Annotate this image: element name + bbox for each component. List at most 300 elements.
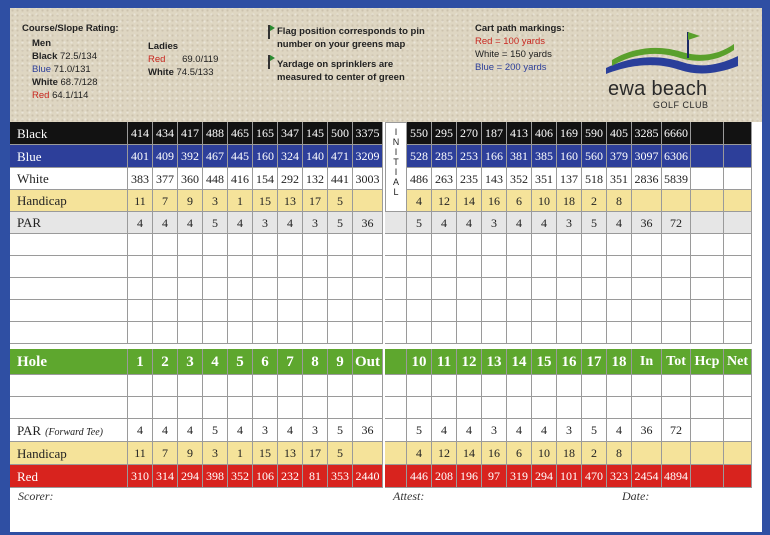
handicap-cell bbox=[353, 190, 383, 212]
par-forward-cell: 5 bbox=[203, 419, 228, 442]
par-forward-cell: 4 bbox=[228, 419, 253, 442]
blue-cell: 560 bbox=[582, 145, 607, 168]
score-cell bbox=[407, 300, 432, 322]
score-cell bbox=[278, 397, 303, 419]
score-cell bbox=[128, 256, 153, 278]
score-cell bbox=[278, 278, 303, 300]
score-row-label bbox=[10, 278, 128, 300]
score-cell bbox=[407, 397, 432, 419]
blue-cell: 467 bbox=[203, 145, 228, 168]
score-cell bbox=[278, 300, 303, 322]
blue-cell: 140 bbox=[303, 145, 328, 168]
score-cell bbox=[407, 278, 432, 300]
score-cell bbox=[128, 322, 153, 344]
par-cell: 36 bbox=[632, 212, 662, 234]
hole-cell: 6 bbox=[253, 349, 278, 375]
score-cell bbox=[482, 375, 507, 397]
par-forward-cell: 4 bbox=[153, 419, 178, 442]
handicap2-cell: 12 bbox=[432, 442, 457, 465]
score-cell bbox=[432, 375, 457, 397]
score-cell bbox=[662, 322, 691, 344]
score-cell bbox=[353, 375, 383, 397]
par-forward-cell bbox=[724, 419, 752, 442]
score-cell bbox=[407, 256, 432, 278]
score-cell bbox=[632, 300, 662, 322]
score-cell bbox=[607, 256, 632, 278]
white-cell: 351 bbox=[532, 168, 557, 190]
note-sprinkler-line2: measured to center of green bbox=[277, 72, 405, 83]
white-cell: 292 bbox=[278, 168, 303, 190]
golf-club-logo bbox=[602, 22, 742, 78]
white-cell: 263 bbox=[432, 168, 457, 190]
blue-cell: 3097 bbox=[632, 145, 662, 168]
red-cell: 352 bbox=[228, 465, 253, 488]
par-cell: 3 bbox=[253, 212, 278, 234]
blue-cell bbox=[691, 145, 724, 168]
score-cell bbox=[582, 375, 607, 397]
hole-cell: 8 bbox=[303, 349, 328, 375]
score-cell bbox=[153, 278, 178, 300]
score-cell bbox=[557, 375, 582, 397]
black-cell bbox=[691, 122, 724, 145]
score-cell bbox=[353, 234, 383, 256]
score-cell bbox=[724, 278, 752, 300]
white-cell bbox=[691, 168, 724, 190]
score-cell bbox=[253, 256, 278, 278]
score-cell bbox=[582, 397, 607, 419]
par-cell: 4 bbox=[153, 212, 178, 234]
score-cell bbox=[507, 278, 532, 300]
score-row-label bbox=[10, 300, 128, 322]
logo-name: ewa beach bbox=[608, 78, 708, 100]
handicap-cell: 7 bbox=[153, 190, 178, 212]
score-cell bbox=[203, 256, 228, 278]
black-row-label: Black bbox=[10, 122, 128, 145]
score-cell bbox=[178, 397, 203, 419]
par-forward-cell: 5 bbox=[328, 419, 353, 442]
score-cell bbox=[724, 375, 752, 397]
score-cell bbox=[724, 300, 752, 322]
score-cell bbox=[353, 397, 383, 419]
par-forward-cell bbox=[691, 419, 724, 442]
hole-cell: 9 bbox=[328, 349, 353, 375]
handicap-cell: 6 bbox=[507, 190, 532, 212]
note-sprinkler-line1: Yardage on sprinklers are bbox=[277, 59, 394, 70]
score-cell bbox=[632, 375, 662, 397]
score-cell bbox=[662, 300, 691, 322]
par-cell: 4 bbox=[457, 212, 482, 234]
red-cell: 319 bbox=[507, 465, 532, 488]
par-forward-cell: 4 bbox=[432, 419, 457, 442]
black-cell: 145 bbox=[303, 122, 328, 145]
score-cell bbox=[328, 278, 353, 300]
blue-cell: 445 bbox=[228, 145, 253, 168]
par-forward-cell: 3 bbox=[253, 419, 278, 442]
score-cell bbox=[203, 322, 228, 344]
hole-cell: Tot bbox=[662, 349, 691, 375]
handicap-cell: 4 bbox=[407, 190, 432, 212]
par-cell bbox=[691, 212, 724, 234]
white-cell: 360 bbox=[178, 168, 203, 190]
section-gap bbox=[10, 344, 762, 349]
par-cell: 3 bbox=[482, 212, 507, 234]
score-cell bbox=[178, 300, 203, 322]
score-cell bbox=[303, 278, 328, 300]
score-cell bbox=[532, 278, 557, 300]
score-cell bbox=[557, 397, 582, 419]
hole-cell: 2 bbox=[153, 349, 178, 375]
score-cell bbox=[353, 322, 383, 344]
score-cell bbox=[432, 278, 457, 300]
score-cell bbox=[432, 234, 457, 256]
par-forward-cell: 3 bbox=[303, 419, 328, 442]
attest-label: Attest: bbox=[393, 489, 425, 503]
red-cell: 398 bbox=[203, 465, 228, 488]
split-cell bbox=[385, 397, 407, 419]
handicap-cell: 1 bbox=[228, 190, 253, 212]
hole-cell: 11 bbox=[432, 349, 457, 375]
black-cell: 434 bbox=[153, 122, 178, 145]
score-cell bbox=[328, 234, 353, 256]
hole-cell: 12 bbox=[457, 349, 482, 375]
hole-cell: In bbox=[632, 349, 662, 375]
white-cell: 5839 bbox=[662, 168, 691, 190]
handicap2-cell bbox=[632, 442, 662, 465]
red-cell bbox=[724, 465, 752, 488]
handicap2-cell: 2 bbox=[582, 442, 607, 465]
hole-cell: 5 bbox=[228, 349, 253, 375]
handicap2-cell bbox=[353, 442, 383, 465]
handicap2-row-label: Handicap bbox=[10, 442, 128, 465]
red-cell: 470 bbox=[582, 465, 607, 488]
score-cell bbox=[128, 397, 153, 419]
black-cell bbox=[724, 122, 752, 145]
blue-cell: 3209 bbox=[353, 145, 383, 168]
black-cell: 187 bbox=[482, 122, 507, 145]
par-cell: 36 bbox=[353, 212, 383, 234]
split-cell bbox=[385, 349, 407, 375]
score-cell bbox=[303, 397, 328, 419]
blue-cell: 6306 bbox=[662, 145, 691, 168]
score-cell bbox=[303, 234, 328, 256]
black-cell: 405 bbox=[607, 122, 632, 145]
score-cell bbox=[691, 278, 724, 300]
black-cell: 590 bbox=[582, 122, 607, 145]
handicap2-cell: 17 bbox=[303, 442, 328, 465]
hole-cell: 7 bbox=[278, 349, 303, 375]
score-cell bbox=[457, 278, 482, 300]
cart-white: White = 150 yards bbox=[475, 49, 552, 60]
score-cell bbox=[457, 322, 482, 344]
score-cell bbox=[407, 234, 432, 256]
blue-cell: 285 bbox=[432, 145, 457, 168]
par-cell: 5 bbox=[328, 212, 353, 234]
blue-cell: 381 bbox=[507, 145, 532, 168]
split-cell bbox=[385, 278, 407, 300]
score-cell bbox=[632, 322, 662, 344]
score-cell bbox=[228, 322, 253, 344]
split-cell bbox=[385, 322, 407, 344]
hole-cell: 13 bbox=[482, 349, 507, 375]
black-cell: 169 bbox=[557, 122, 582, 145]
score-cell bbox=[507, 256, 532, 278]
white-cell: 143 bbox=[482, 168, 507, 190]
red-cell: 81 bbox=[303, 465, 328, 488]
hole-cell: 18 bbox=[607, 349, 632, 375]
white-cell: 3003 bbox=[353, 168, 383, 190]
white-cell: 132 bbox=[303, 168, 328, 190]
score-cell bbox=[457, 234, 482, 256]
score-row-label bbox=[10, 322, 128, 344]
red-row-label: Red bbox=[10, 465, 128, 488]
par-cell: 3 bbox=[557, 212, 582, 234]
score-cell bbox=[532, 322, 557, 344]
black-cell: 413 bbox=[507, 122, 532, 145]
handicap2-cell: 15 bbox=[253, 442, 278, 465]
par-cell: 3 bbox=[303, 212, 328, 234]
score-cell bbox=[691, 397, 724, 419]
hole-cell: 4 bbox=[203, 349, 228, 375]
score-cell bbox=[507, 234, 532, 256]
score-cell bbox=[303, 256, 328, 278]
score-cell bbox=[691, 375, 724, 397]
score-cell bbox=[407, 322, 432, 344]
score-cell bbox=[507, 322, 532, 344]
score-cell bbox=[607, 322, 632, 344]
white-cell: 518 bbox=[582, 168, 607, 190]
red-cell: 101 bbox=[557, 465, 582, 488]
score-cell bbox=[278, 234, 303, 256]
black-cell: 295 bbox=[432, 122, 457, 145]
red-cell: 353 bbox=[328, 465, 353, 488]
score-cell bbox=[432, 256, 457, 278]
par-cell: 4 bbox=[432, 212, 457, 234]
split-cell bbox=[385, 234, 407, 256]
score-cell bbox=[607, 375, 632, 397]
score-cell bbox=[507, 397, 532, 419]
score-cell bbox=[662, 278, 691, 300]
par-cell: 5 bbox=[582, 212, 607, 234]
red-cell: 208 bbox=[432, 465, 457, 488]
red-cell: 106 bbox=[253, 465, 278, 488]
men-rating-white: White 68.7/128 bbox=[32, 77, 98, 88]
score-cell bbox=[303, 322, 328, 344]
score-cell bbox=[632, 278, 662, 300]
score-cell bbox=[178, 256, 203, 278]
white-cell: 377 bbox=[153, 168, 178, 190]
blue-cell: 409 bbox=[153, 145, 178, 168]
red-cell: 310 bbox=[128, 465, 153, 488]
flag-icon bbox=[268, 25, 270, 39]
handicap-cell: 11 bbox=[128, 190, 153, 212]
score-cell bbox=[432, 300, 457, 322]
blue-cell: 528 bbox=[407, 145, 432, 168]
par-forward-cell: 4 bbox=[507, 419, 532, 442]
white-row-label: White bbox=[10, 168, 128, 190]
black-cell: 550 bbox=[407, 122, 432, 145]
par-forward-row-label: PAR (Forward Tee) bbox=[10, 419, 128, 442]
score-cell bbox=[507, 375, 532, 397]
score-row-label bbox=[10, 234, 128, 256]
score-cell bbox=[128, 300, 153, 322]
black-cell: 270 bbox=[457, 122, 482, 145]
red-cell: 2454 bbox=[632, 465, 662, 488]
white-cell: 383 bbox=[128, 168, 153, 190]
par-forward-cell: 4 bbox=[278, 419, 303, 442]
black-cell: 500 bbox=[328, 122, 353, 145]
score-cell bbox=[482, 256, 507, 278]
score-cell bbox=[691, 300, 724, 322]
hole-cell: 3 bbox=[178, 349, 203, 375]
handicap-cell bbox=[691, 190, 724, 212]
score-cell bbox=[632, 234, 662, 256]
score-cell bbox=[457, 256, 482, 278]
score-cell bbox=[432, 397, 457, 419]
handicap-cell: 12 bbox=[432, 190, 457, 212]
split-cell bbox=[385, 300, 407, 322]
score-cell bbox=[582, 300, 607, 322]
par-forward-cell: 3 bbox=[557, 419, 582, 442]
white-cell: 2836 bbox=[632, 168, 662, 190]
par-forward-cell: 4 bbox=[607, 419, 632, 442]
score-cell bbox=[457, 375, 482, 397]
red-cell: 232 bbox=[278, 465, 303, 488]
par-cell: 4 bbox=[278, 212, 303, 234]
men-label: Men bbox=[32, 38, 51, 49]
black-cell: 406 bbox=[532, 122, 557, 145]
score-cell bbox=[557, 278, 582, 300]
score-cell bbox=[691, 234, 724, 256]
score-cell bbox=[278, 322, 303, 344]
score-cell bbox=[153, 234, 178, 256]
score-cell bbox=[228, 278, 253, 300]
score-cell bbox=[662, 397, 691, 419]
par-forward-cell: 3 bbox=[482, 419, 507, 442]
initial-box: I N I T I A L bbox=[385, 122, 407, 212]
handicap2-cell: 6 bbox=[507, 442, 532, 465]
blue-cell: 471 bbox=[328, 145, 353, 168]
score-cell bbox=[278, 375, 303, 397]
score-cell bbox=[457, 397, 482, 419]
blue-row-label: Blue bbox=[10, 145, 128, 168]
split-cell bbox=[385, 212, 407, 234]
score-cell bbox=[532, 256, 557, 278]
par-cell: 4 bbox=[607, 212, 632, 234]
score-cell bbox=[253, 278, 278, 300]
handicap-cell: 8 bbox=[607, 190, 632, 212]
blue-cell: 379 bbox=[607, 145, 632, 168]
score-cell bbox=[203, 278, 228, 300]
score-cell bbox=[482, 300, 507, 322]
score-cell bbox=[253, 322, 278, 344]
par-cell: 4 bbox=[532, 212, 557, 234]
white-cell: 351 bbox=[607, 168, 632, 190]
blue-cell: 166 bbox=[482, 145, 507, 168]
red-cell: 294 bbox=[178, 465, 203, 488]
score-cell bbox=[532, 397, 557, 419]
cart-title: Cart path markings: bbox=[475, 23, 565, 34]
score-cell bbox=[128, 278, 153, 300]
black-cell: 488 bbox=[203, 122, 228, 145]
par-cell: 4 bbox=[178, 212, 203, 234]
handicap2-cell: 16 bbox=[482, 442, 507, 465]
score-cell bbox=[724, 322, 752, 344]
scorecard bbox=[10, 8, 762, 532]
handicap-cell: 10 bbox=[532, 190, 557, 212]
black-cell: 347 bbox=[278, 122, 303, 145]
handicap-cell: 16 bbox=[482, 190, 507, 212]
score-cell bbox=[353, 278, 383, 300]
ladies-rating-white: White 74.5/133 bbox=[148, 67, 214, 78]
hole-row-label: Hole bbox=[10, 349, 128, 375]
blue-cell: 401 bbox=[128, 145, 153, 168]
score-cell bbox=[662, 234, 691, 256]
handicap-cell bbox=[724, 190, 752, 212]
score-cell bbox=[407, 375, 432, 397]
par-cell: 5 bbox=[203, 212, 228, 234]
par-cell: 4 bbox=[228, 212, 253, 234]
score-cell bbox=[582, 278, 607, 300]
men-rating-black: Black 72.5/134 bbox=[32, 51, 97, 62]
score-cell bbox=[153, 300, 178, 322]
black-cell: 417 bbox=[178, 122, 203, 145]
red-cell: 323 bbox=[607, 465, 632, 488]
handicap-cell: 3 bbox=[203, 190, 228, 212]
score-cell bbox=[557, 234, 582, 256]
red-cell: 196 bbox=[457, 465, 482, 488]
handicap-cell: 2 bbox=[582, 190, 607, 212]
handicap2-cell: 4 bbox=[407, 442, 432, 465]
handicap2-cell bbox=[662, 442, 691, 465]
white-cell: 137 bbox=[557, 168, 582, 190]
par-forward-cell: 4 bbox=[128, 419, 153, 442]
cart-red: Red = 100 yards bbox=[475, 36, 545, 47]
par-forward-cell: 72 bbox=[662, 419, 691, 442]
score-cell bbox=[557, 256, 582, 278]
sprinkler-icon bbox=[268, 55, 270, 69]
handicap-cell bbox=[632, 190, 662, 212]
score-cell bbox=[662, 256, 691, 278]
score-row-label bbox=[10, 375, 128, 397]
score-cell bbox=[328, 300, 353, 322]
date-label: Date: bbox=[622, 489, 650, 503]
ladies-label: Ladies bbox=[148, 41, 179, 52]
blue-cell: 385 bbox=[532, 145, 557, 168]
score-cell bbox=[353, 256, 383, 278]
white-cell: 416 bbox=[228, 168, 253, 190]
score-cell bbox=[353, 300, 383, 322]
score-cell bbox=[153, 375, 178, 397]
score-cell bbox=[278, 256, 303, 278]
score-cell bbox=[532, 234, 557, 256]
note-flag-line1: Flag position corresponds to pin bbox=[277, 26, 425, 37]
red-cell: 294 bbox=[532, 465, 557, 488]
handicap-cell: 14 bbox=[457, 190, 482, 212]
split-cell bbox=[385, 419, 407, 442]
score-cell bbox=[532, 375, 557, 397]
score-cell bbox=[253, 300, 278, 322]
handicap2-cell bbox=[691, 442, 724, 465]
par-cell: 4 bbox=[507, 212, 532, 234]
handicap-cell bbox=[662, 190, 691, 212]
score-cell bbox=[662, 375, 691, 397]
white-cell bbox=[724, 168, 752, 190]
score-cell bbox=[724, 234, 752, 256]
score-cell bbox=[724, 256, 752, 278]
par-forward-cell: 4 bbox=[532, 419, 557, 442]
score-cell bbox=[432, 322, 457, 344]
red-cell: 446 bbox=[407, 465, 432, 488]
